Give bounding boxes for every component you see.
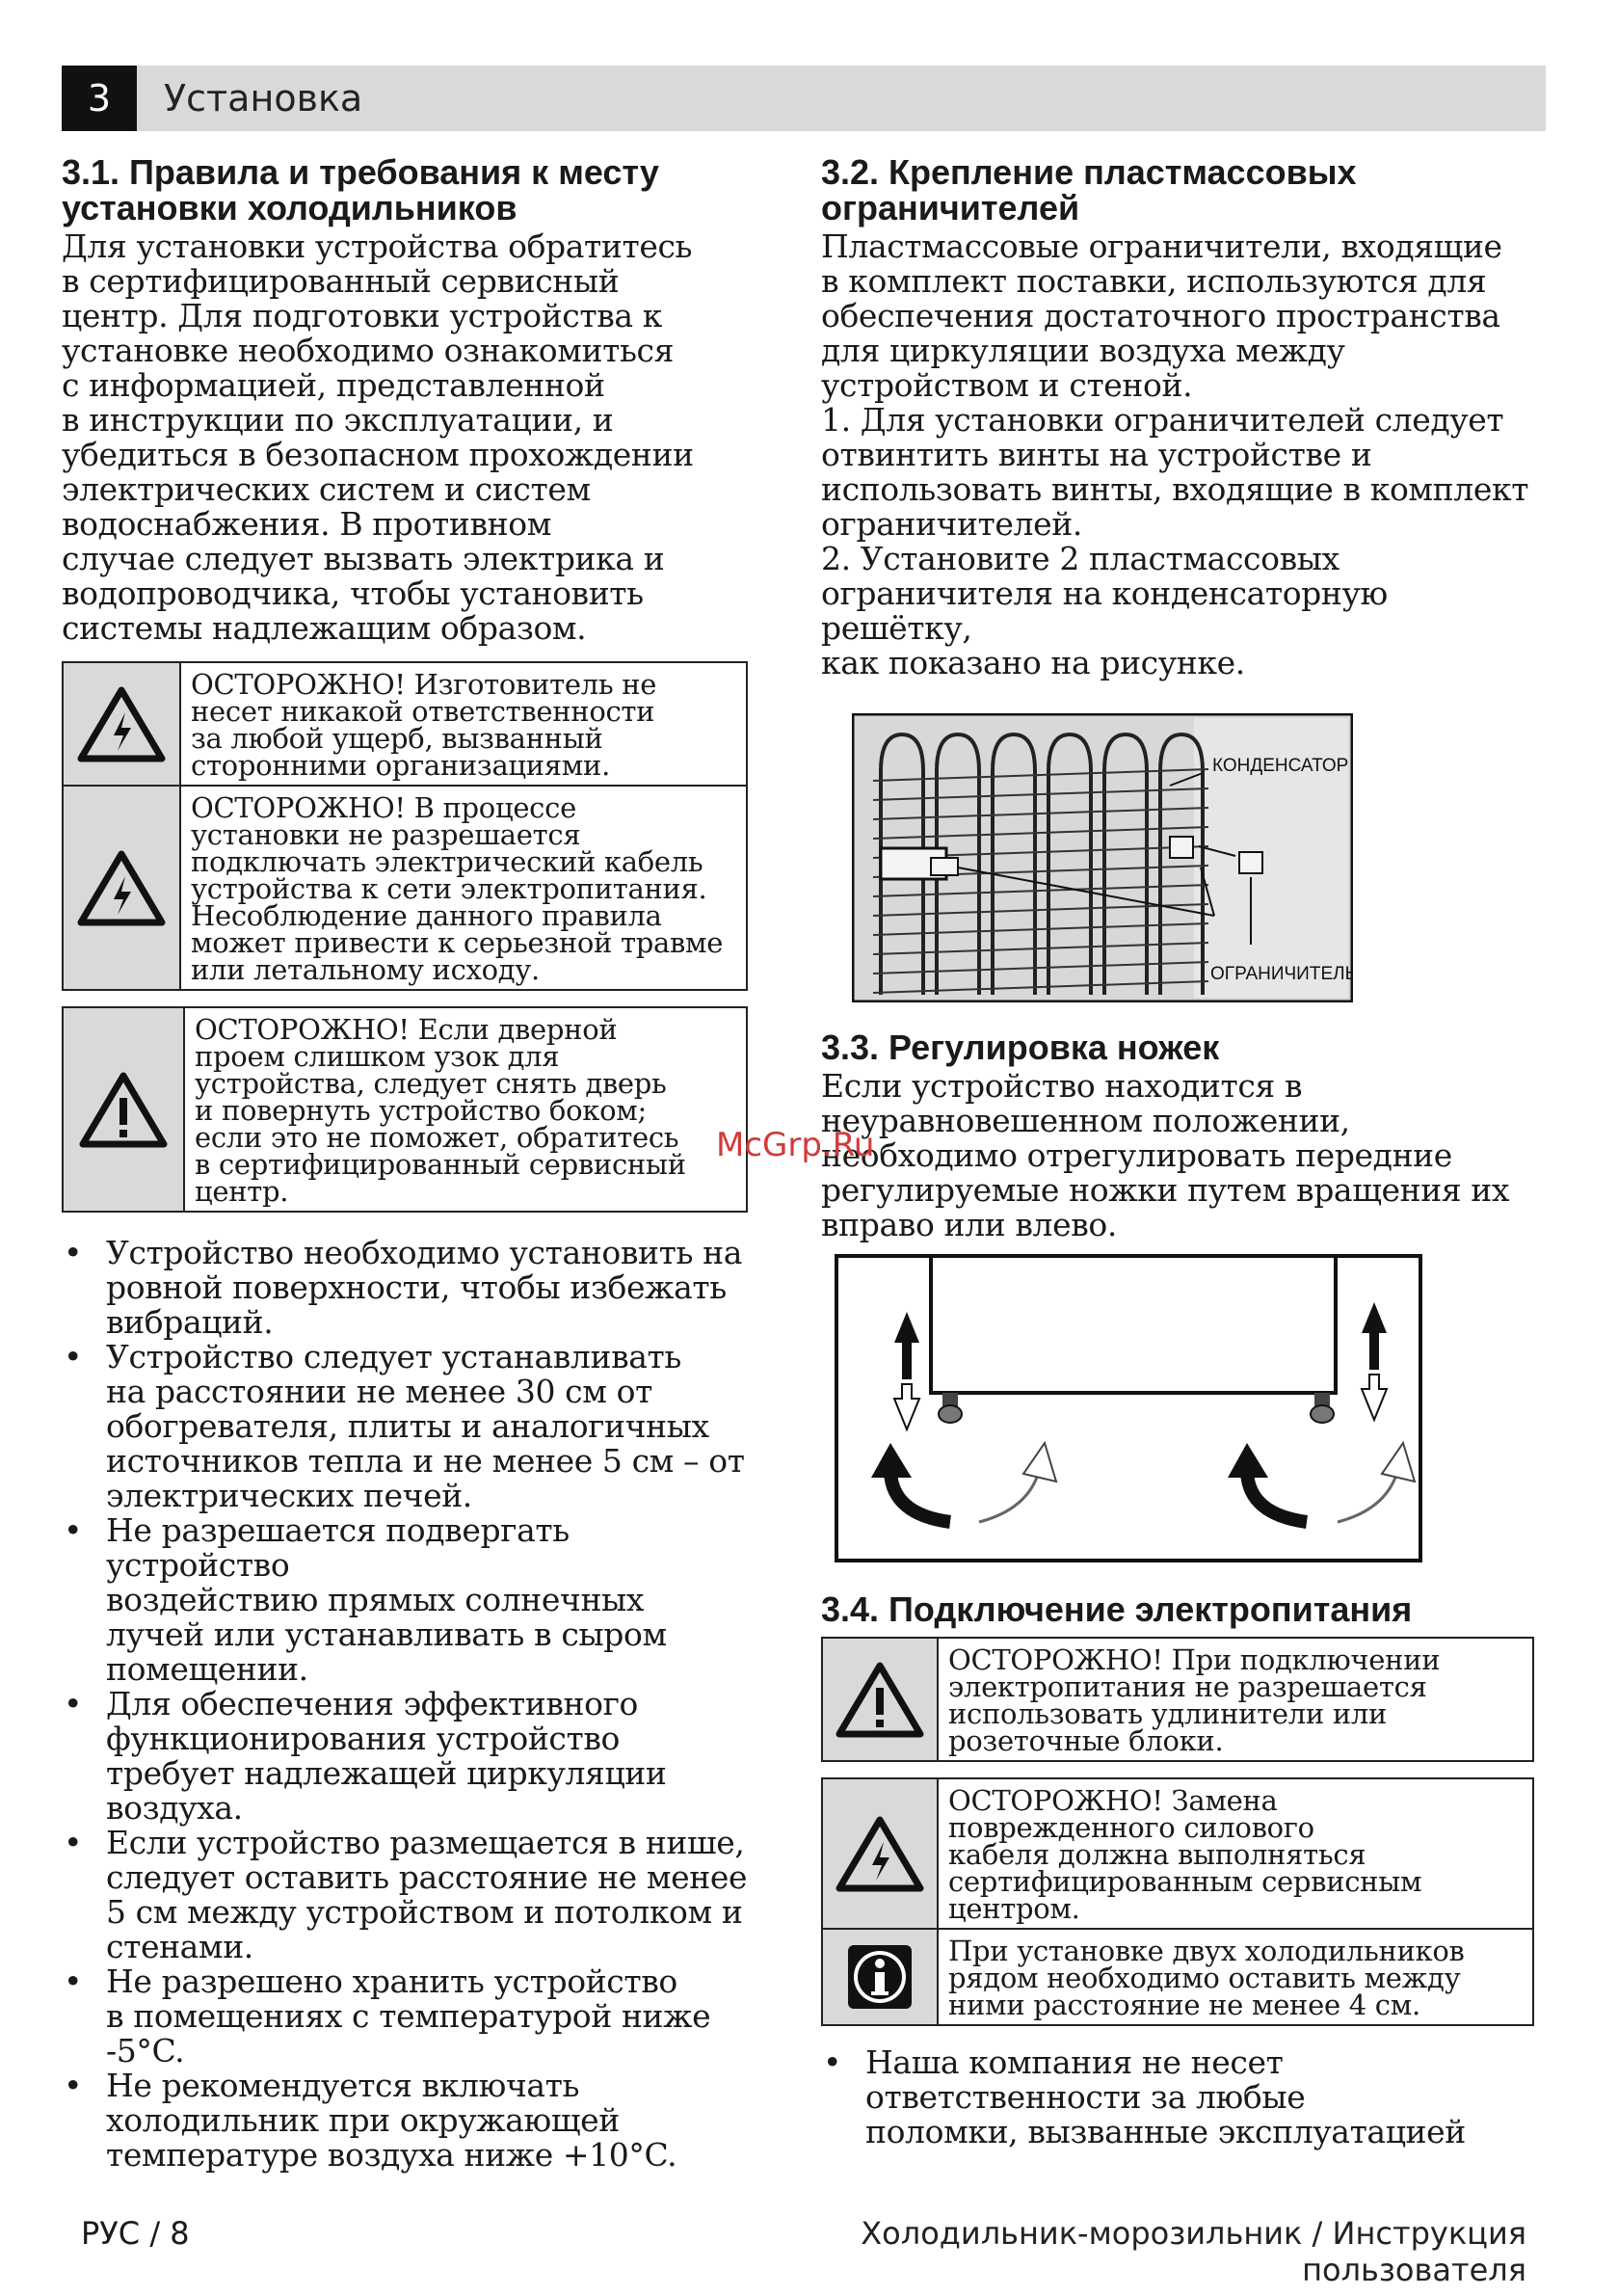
section-3-1-text [62,229,748,646]
chapter-title: Установка [164,77,363,120]
text-line: водоснабжения. В противном [62,505,552,543]
section-3-2-title: 3.2. Крепление пластмассовых ограничителей [821,152,1357,227]
warning-text-extension [939,1639,1451,1760]
watermark: McGrp.Ru [716,1126,875,1164]
section-3-3-text [821,1069,1544,1242]
text-line: поломки, вызванные эксплуатацией [865,2113,1466,2150]
warning-table-power [821,1777,1534,2026]
warning-row [823,1639,1532,1760]
text-line: электропитания не разрешается [948,1670,1427,1703]
text-line: как показано на рисунке. [821,644,1245,681]
text-line: в сертифицированный сервисный [195,1148,686,1181]
info-icon [823,1930,939,2024]
text-line: ОСТОРОЖНО! При подключении [948,1643,1441,1676]
warning-row [64,1008,746,1211]
text-line: для циркуляции воздуха между [821,332,1345,369]
text-line: 2. Установите 2 пластмассовых [821,540,1339,577]
exclamation-warning-icon [823,1639,939,1760]
list-item [821,2045,1544,2149]
text-line: если это не поможет, обратитесь [195,1121,679,1154]
text-line: • Для обеспечения эффективного [106,1685,638,1722]
text-line: может привести к серьезной травме [191,926,724,959]
text-line: розеточные блоки. [948,1724,1224,1757]
text-line: устройством и стеной. [821,366,1193,404]
text-line: стенами. [106,1928,253,1965]
text-line: Несоблюдение данного правила [191,899,662,932]
text-line: ОСТОРОЖНО! Изготовитель не [191,668,657,701]
text-line: электрических систем и систем [62,470,591,508]
text-line: на расстоянии не менее 30 см от [106,1373,652,1410]
liability-list [821,2045,1544,2149]
right-column [821,154,1544,2149]
chapter-number: 3 [62,66,137,131]
list-item [62,1513,748,1687]
text-line: в комплект поставки, используются для [821,262,1487,300]
section-3-2-text [821,229,1544,681]
text-line: При установке двух холодильников [948,1935,1465,1967]
warning-text-door [185,1008,698,1211]
text-line: • Если устройство размещается в нише, [106,1824,745,1861]
electric-hazard-icon [823,1779,939,1928]
text-line: ними расстояние не менее 4 см. [948,1989,1420,2021]
text-line: использовать винты, входящие в комплект [821,470,1529,508]
spacer-label: ОГРАНИЧИТЕЛЬ [1210,964,1353,984]
text-line: рядом необходимо оставить между [948,1962,1461,1994]
text-line: в инструкции по эксплуатации, и [62,401,614,439]
text-line: лучей или устанавливать в сыром [106,1615,667,1653]
page-number: РУС / 8 [81,2215,190,2252]
warning-row [64,785,746,989]
text-line: следует оставить расстояние не менее [106,1858,748,1896]
warning-table-extension [821,1637,1534,1762]
list-item [62,1826,748,1964]
warning-table-door [62,1006,748,1213]
list-item [62,1340,748,1513]
text-line: устройства, следует снять дверь [195,1067,667,1100]
text-line: ОСТОРОЖНО! Если дверной [195,1013,618,1046]
text-line: • Наша компания не несет [865,2043,1284,2081]
text-line: -5°C. [106,2032,185,2069]
text-line: системы надлежащим образом. [62,609,587,647]
text-line: в сертифицированный сервисный [62,262,620,300]
text-line: с информацией, представленной [62,366,605,404]
text-line: 5 см между устройством и потолком и [106,1893,743,1931]
condenser-spacer-figure [852,713,1353,1002]
text-line: температуре воздуха ниже +10°C. [106,2136,677,2174]
text-line: центр. [195,1175,289,1208]
text-line: случае следует вызвать электрика и [62,540,665,577]
text-line: в помещениях с температурой ниже [106,1997,711,2035]
text-line: • Не разрешается подвергать устройство [106,1511,570,1584]
text-line: установки не разрешается [191,818,581,851]
section-3-4-title: 3.4. Подключение электропитания [821,1589,1413,1629]
text-line: поврежденного силового [948,1811,1314,1844]
warning-text-power-cable [939,1779,1433,1928]
text-line: регулируемые ножки путем вращения их [821,1171,1510,1209]
text-line: проем слишком узок для [195,1040,560,1073]
text-line: водопроводчика, чтобы установить [62,574,644,612]
warning-row [823,1779,1532,1928]
info-row [823,1928,1532,2024]
exclamation-warning-icon [64,1008,185,1211]
installation-rules-list [62,1236,748,2173]
text-line: вправо или влево. [821,1206,1117,1243]
section-3-3-title: 3.3. Регулировка ножек [821,1028,1220,1067]
text-line: сертифицированным сервисным [948,1865,1422,1898]
text-line: холодильник при окружающей [106,2101,620,2139]
text-line: ОСТОРОЖНО! Замена [948,1784,1278,1817]
text-line: или летальному исходу. [191,953,540,986]
warning-table-electric [62,661,748,991]
text-line: ОСТОРОЖНО! В процессе [191,791,576,824]
text-line: воздействию прямых солнечных [106,1581,645,1618]
text-line: центром. [948,1892,1080,1925]
text-line: воздуха. [106,1789,243,1827]
list-item [62,1687,748,1826]
text-line: источников тепла и не менее 5 см – от [106,1442,745,1480]
text-line: центр. Для подготовки устройства к [62,297,663,334]
warning-text-cable [181,787,734,989]
text-line: установке необходимо ознакомиться [62,332,675,369]
text-line: ровной поверхности, чтобы избежать [106,1268,727,1306]
text-line: • Не разрешено хранить устройство [106,1962,677,2000]
text-line: подключать электрический кабель [191,845,703,878]
leveling-feet-figure [835,1254,1422,1562]
text-line: необходимо отрегулировать передние [821,1136,1452,1174]
text-line: обеспечения достаточного пространства [821,297,1500,334]
text-line: • Не рекомендуется включать [106,2067,580,2104]
condenser-label: КОНДЕНСАТОР [1212,756,1349,776]
text-line: • Устройство следует устанавливать [106,1338,681,1375]
text-line: 1. Для установки ограничителей следует [821,401,1504,439]
text-line: за любой ущерб, вызванный [191,722,603,755]
warning-row [64,663,746,785]
list-item [62,1964,748,2069]
text-line: помещении. [106,1650,308,1688]
text-line: устройства к сети электропитания. [191,872,707,905]
electric-hazard-icon [64,663,181,785]
text-line: электрических печей. [106,1477,472,1514]
text-line: Для установки устройства обратитесь [62,227,693,265]
left-column [62,154,748,2173]
text-line: сторонними организациями. [191,749,611,782]
document-title: Холодильник-морозильник / Инструкция пользователя [861,2215,1526,2288]
text-line: • Устройство необходимо установить на [106,1234,742,1271]
text-line: несет никакой ответственности [191,695,655,728]
info-text-distance [939,1930,1476,2024]
text-line: ограничителей. [821,505,1082,543]
section-3-1-title: 3.1. Правила и требования к месту установки холодильников [62,152,659,227]
list-item [62,2069,748,2173]
text-line: использовать удлинители или [948,1697,1387,1730]
warning-text-liability [181,663,668,785]
text-line: требует надлежащей циркуляции [106,1754,667,1792]
text-line: обогревателя, плиты и аналогичных [106,1407,709,1445]
electric-hazard-icon [64,787,181,989]
text-line: Если устройство находится в [821,1067,1303,1105]
text-line: ограничителя на конденсаторную решётку, [821,574,1388,647]
text-line: вибраций. [106,1303,274,1341]
text-line: функционирования устройство [106,1720,621,1757]
text-line: неуравновешенном положении, [821,1102,1350,1139]
text-line: убедиться в безопасном прохождении [62,436,694,473]
text-line: и повернуть устройство боком; [195,1094,647,1127]
text-line: ответственности за любые [865,2078,1306,2116]
text-line: отвинтить винты на устройстве и [821,436,1372,473]
text-line: Пластмассовые ограничители, входящие [821,227,1502,265]
text-line: кабеля должна выполняться [948,1838,1366,1871]
list-item [62,1236,748,1340]
